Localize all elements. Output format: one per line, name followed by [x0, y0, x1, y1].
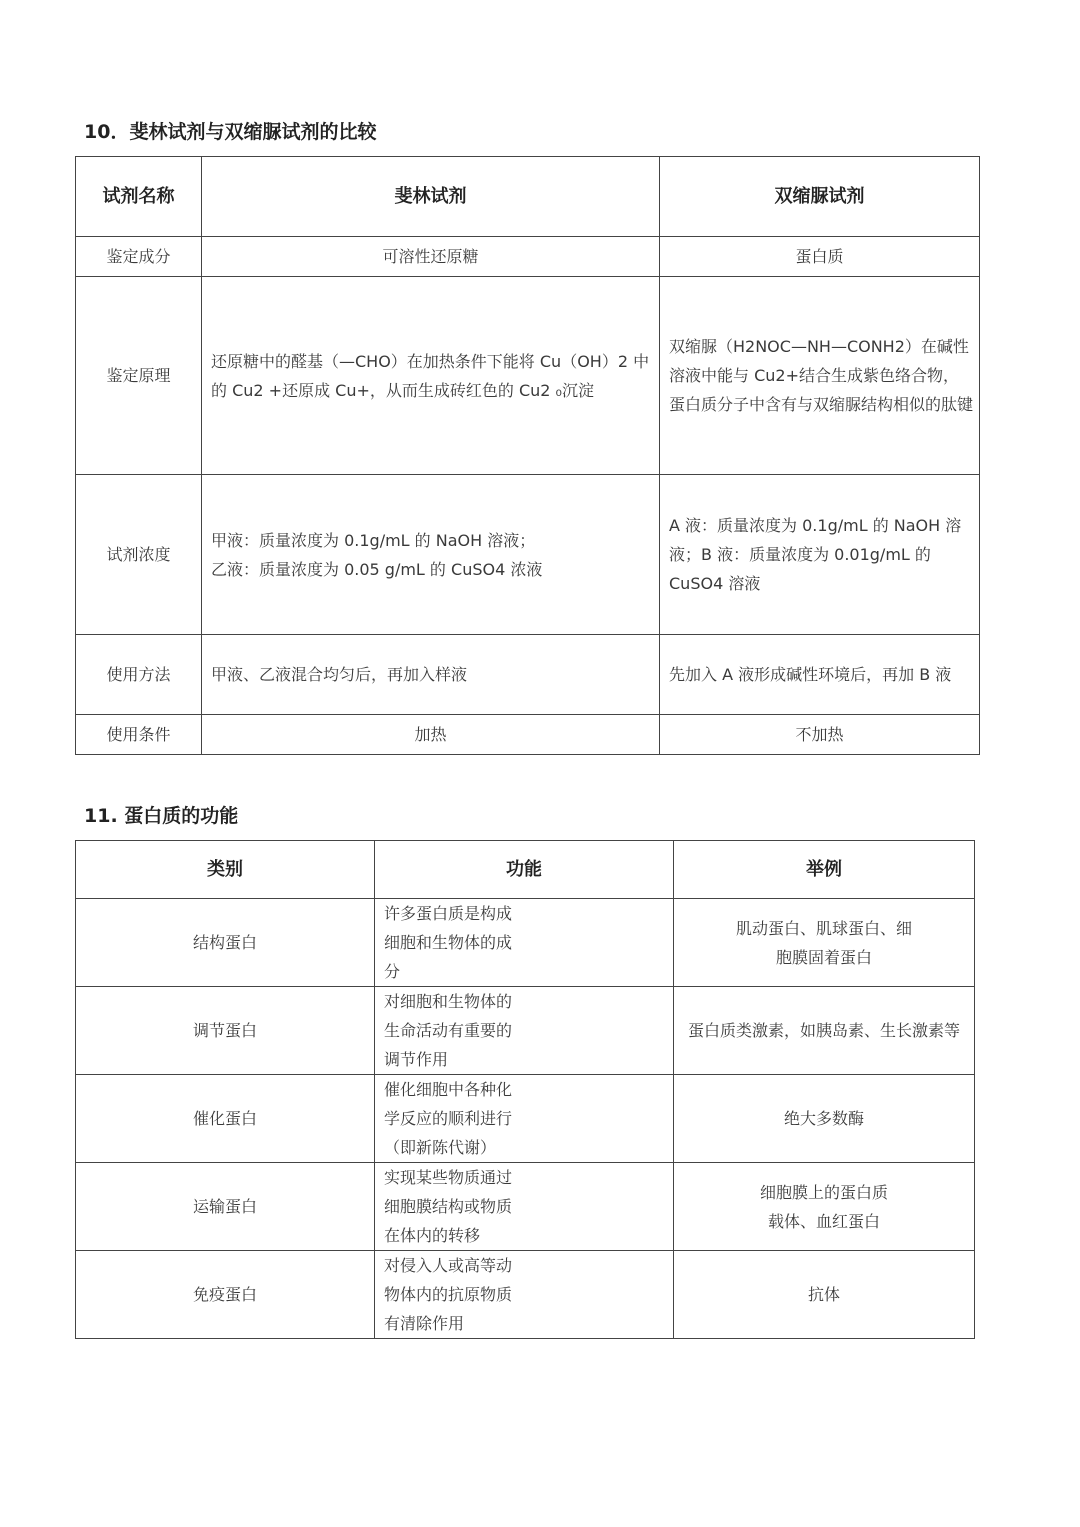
example-cell: 细胞膜上的蛋白质载体、血红蛋白	[674, 1163, 975, 1251]
table-row	[76, 475, 980, 635]
table-row	[76, 899, 975, 987]
function-cell: 许多蛋白质是构成细胞和生物体的成分	[375, 899, 674, 987]
biuret-cell: A 液：质量浓度为 0.1g/mL 的 NaOH 溶液；B 液：质量浓度为 0.01g/mL 的 CuSO4 溶液	[660, 475, 980, 635]
header-fehling: 斐林试剂	[202, 157, 660, 237]
table-header-row	[76, 841, 975, 899]
example-cell: 绝大多数酶	[674, 1075, 975, 1163]
category-cell: 运输蛋白	[76, 1163, 375, 1251]
function-cell: 对细胞和生物体的生命活动有重要的调节作用	[375, 987, 674, 1075]
biuret-cell: 先加入 A 液形成碱性环境后，再加 B 液	[660, 635, 980, 715]
fehling-cell: 加热	[202, 715, 660, 755]
table-row	[76, 1163, 975, 1251]
header-example: 举例	[674, 841, 975, 899]
function-cell: 对侵入人或高等动物体内的抗原物质有清除作用	[375, 1251, 674, 1339]
fehling-solution-b: 乙液：质量浓度为 0.05 g/mL 的 CuSO4 浓液	[211, 559, 543, 579]
category-cell: 调节蛋白	[76, 987, 375, 1075]
example-cell: 肌动蛋白、肌球蛋白、细胞膜固着蛋白	[674, 899, 975, 987]
table-row	[76, 1075, 975, 1163]
fehling-solution-a: 甲液：质量浓度为 0.1g/mL 的 NaOH 溶液；	[211, 530, 536, 550]
table-row	[76, 237, 980, 277]
section-11-title: 11. 蛋白质的功能	[84, 805, 239, 827]
fehling-cell: 还原糖中的醛基（—CHO）在加热条件下能将 Cu（OH）2 中的 Cu2 +还原成 Cu+，从而生成砖红色的 Cu2 ₀沉淀	[202, 277, 660, 475]
biuret-cell: 不加热	[660, 715, 980, 755]
header-reagent-name: 试剂名称	[76, 157, 202, 237]
header-biuret: 双缩脲试剂	[660, 157, 980, 237]
section-10-title: 10．斐林试剂与双缩脲试剂的比较	[84, 121, 377, 143]
table-row	[76, 1251, 975, 1339]
biuret-cell: 蛋白质	[660, 237, 980, 277]
fehling-cell: 可溶性还原糖	[202, 237, 660, 277]
fehling-cell	[202, 475, 660, 635]
table-row	[76, 277, 980, 475]
example-cell: 抗体	[674, 1251, 975, 1339]
category-cell: 免疫蛋白	[76, 1251, 375, 1339]
category-cell: 结构蛋白	[76, 899, 375, 987]
function-cell: 催化细胞中各种化学反应的顺利进行（即新陈代谢）	[375, 1075, 674, 1163]
function-cell: 实现某些物质通过细胞膜结构或物质在体内的转移	[375, 1163, 674, 1251]
fehling-cell: 甲液、乙液混合均匀后，再加入样液	[202, 635, 660, 715]
table-row	[76, 715, 980, 755]
row-label: 鉴定原理	[76, 277, 202, 475]
row-label: 鉴定成分	[76, 237, 202, 277]
row-label: 使用方法	[76, 635, 202, 715]
table-row	[76, 635, 980, 715]
header-category: 类别	[76, 841, 375, 899]
example-cell: 蛋白质类激素，如胰岛素、生长激素等	[674, 987, 975, 1075]
biuret-cell: 双缩脲（H2NOC—NH—CONH2）在碱性溶液中能与 Cu2+结合生成紫色络合物，蛋白质分子中含有与双缩脲结构相似的肽键	[660, 277, 980, 475]
protein-function-table	[75, 840, 975, 1339]
header-function: 功能	[375, 841, 674, 899]
table-header-row	[76, 157, 980, 237]
category-cell: 催化蛋白	[76, 1075, 375, 1163]
table-row	[76, 987, 975, 1075]
row-label: 试剂浓度	[76, 475, 202, 635]
reagent-comparison-table	[75, 156, 980, 755]
row-label: 使用条件	[76, 715, 202, 755]
